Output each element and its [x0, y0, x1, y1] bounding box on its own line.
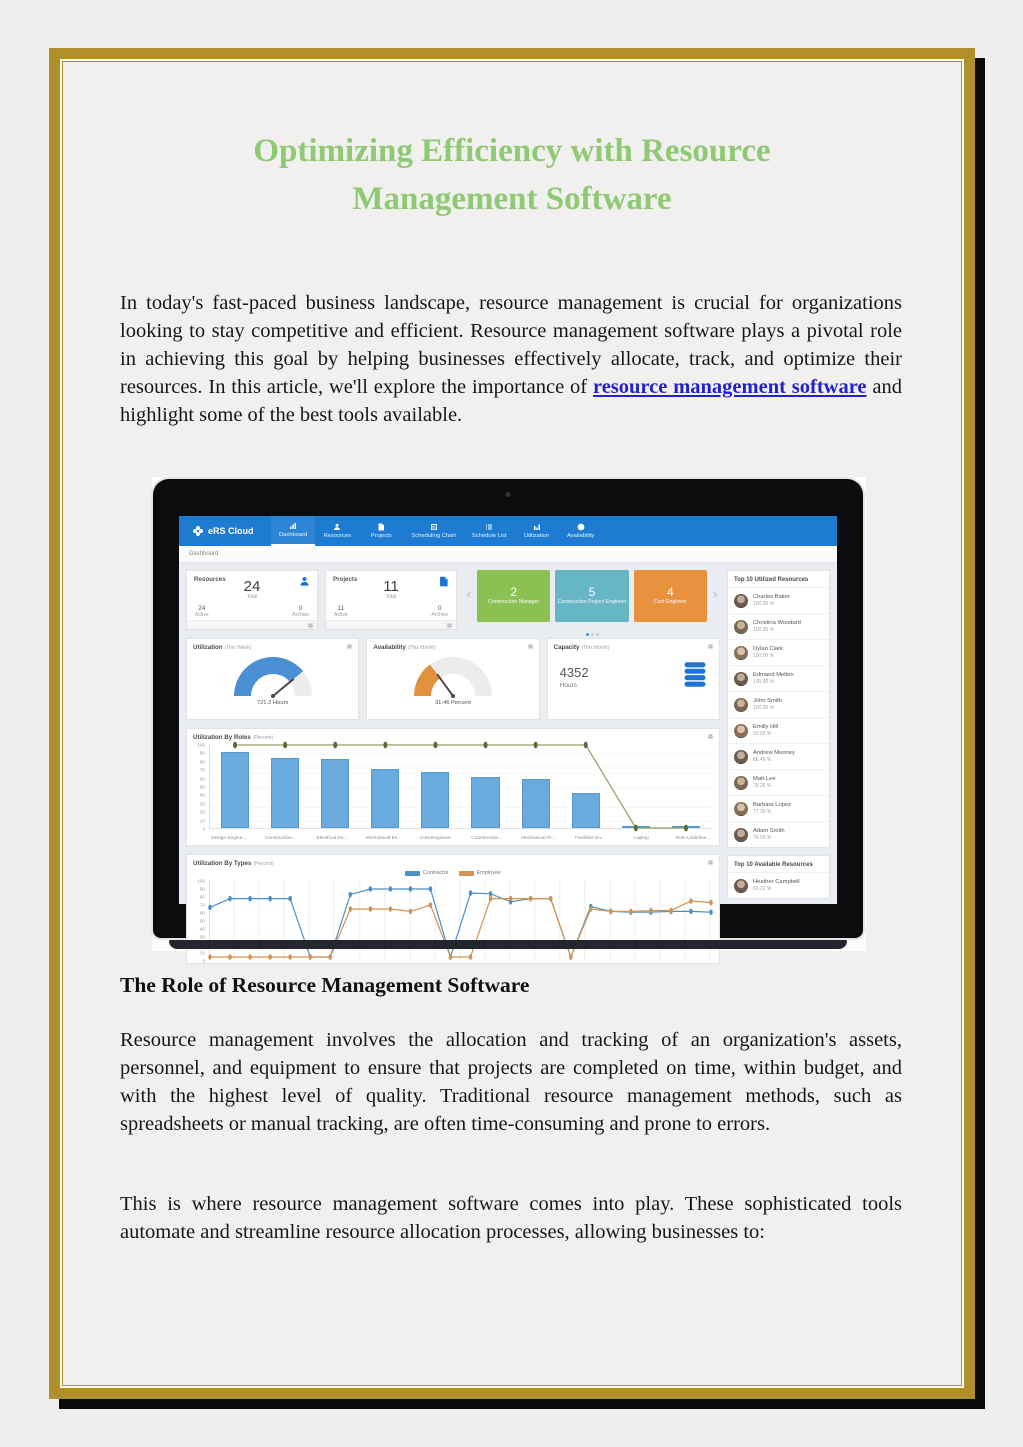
resource-row[interactable] [728, 665, 829, 691]
chart-subtitle: (Percent) [252, 735, 274, 741]
chart-title: Utilization By Roles [193, 734, 251, 741]
resource-percent: 100.00 % [753, 627, 775, 633]
laptop-base [169, 940, 847, 949]
capacity-unit: Hours [559, 682, 577, 689]
avatar [734, 594, 748, 608]
database-icon [683, 661, 707, 689]
laptop-camera [506, 492, 511, 497]
resources-total-caption: Total [246, 594, 258, 600]
resource-row[interactable] [728, 639, 829, 665]
resources-active: 24 [198, 605, 206, 612]
carousel-dot[interactable] [591, 633, 594, 636]
avatar [734, 698, 748, 712]
availability-gauge-panel [366, 638, 539, 720]
panel-period: (This Month) [581, 645, 610, 651]
gear-icon[interactable] [446, 622, 453, 629]
availability-gauge [414, 657, 492, 696]
x-axis-label: Mechanical Pr... [521, 836, 556, 841]
carousel-dots [464, 633, 720, 636]
nav-item-label: Resources [323, 533, 352, 539]
nav-items [271, 516, 603, 546]
resource-info [753, 646, 783, 659]
panel-period: (This Month) [407, 645, 436, 651]
nav-item-schedule-list[interactable] [464, 516, 515, 546]
x-axis-label: Mechanical Es... [365, 836, 402, 841]
avatar [734, 646, 748, 660]
carousel-card[interactable] [477, 570, 550, 622]
capacity-line [210, 745, 711, 828]
gear-icon[interactable] [707, 643, 714, 650]
gear-icon[interactable] [346, 643, 353, 650]
legend-label: Employee [476, 870, 502, 876]
resource-management-software-link[interactable]: resource management software [592, 376, 867, 398]
panel-title: Capacity [553, 644, 580, 651]
legend-swatch [405, 871, 420, 876]
gear-icon[interactable] [707, 859, 714, 866]
avatar [734, 620, 748, 634]
top-utilized-panel [727, 570, 830, 848]
projects-icon [377, 523, 385, 531]
carousel-card-count: 2 [510, 585, 517, 600]
panel-title: Availability [373, 644, 406, 651]
utilization-gauge-panel [186, 638, 359, 720]
projects-active: 11 [337, 605, 345, 612]
nav-item-projects[interactable] [359, 516, 403, 546]
top-utilized-title: Top 10 Utilized Resources [734, 577, 809, 583]
roles-x-axis [203, 836, 719, 841]
resource-percent: 63.22 % [753, 886, 772, 892]
roles-plot [209, 745, 711, 829]
resource-name: Charles Baker [753, 594, 790, 600]
scheduling-chart-icon [430, 523, 438, 531]
x-axis-label: Construction... [471, 836, 503, 841]
chevron-right-icon[interactable]: › [712, 587, 718, 603]
resource-percent: 86.46 % [753, 757, 772, 763]
intro-paragraph [120, 289, 902, 429]
dashboard-icon [289, 522, 297, 530]
top-available-title: Top 10 Available Resources [734, 862, 813, 868]
x-axis-label: Laptop [634, 836, 649, 841]
avatar [734, 802, 748, 816]
nav-item-label: Schedule List [471, 533, 507, 539]
carousel-dot[interactable] [596, 633, 599, 636]
legend-label: Contractor [422, 870, 449, 876]
nav-item-label: Scheduling Chart [411, 533, 456, 539]
breadcrumb-bar [179, 546, 837, 563]
resources-card[interactable] [186, 570, 318, 630]
breadcrumb: Dashboard [189, 551, 219, 557]
resource-name: Emilly Hill [753, 724, 779, 730]
utilization-value: 721.2 Hours [256, 700, 289, 706]
carousel-dot[interactable] [586, 633, 589, 636]
projects-total: 11 [383, 578, 399, 595]
chevron-left-icon[interactable]: ‹ [466, 587, 472, 603]
nav-item-label: Dashboard [279, 532, 308, 538]
resource-info [753, 724, 778, 737]
resource-name: Dylan Clark [753, 646, 783, 652]
projects-card-label: Projects [333, 576, 358, 583]
availability-value: 31.46 Percent [434, 700, 472, 706]
chart-subtitle: (Percent) [253, 861, 274, 867]
utilization-by-roles-panel [186, 728, 720, 846]
brand[interactable] [179, 516, 271, 546]
availability-icon [577, 523, 585, 531]
resource-row[interactable] [728, 691, 829, 717]
avatar [734, 672, 748, 686]
resource-name: John Smith [753, 698, 782, 704]
nav-item-availability[interactable] [559, 516, 603, 546]
x-axis-label: Facilities En... [575, 836, 605, 841]
carousel-card-label: Construction Project Engineer [557, 599, 627, 606]
chart-title: Utilization By Types [193, 860, 252, 867]
gear-icon[interactable] [707, 733, 714, 740]
body-paragraph-2: Resource management involves the allocation and tracking of an organization's assets, personnel, and equipment to ensure that projects are completed on time, within budget, and with the highest level of quality. Traditional resource management methods, such as spreadsheets or manual tracking, are often time-consuming and prone to errors. [120, 1029, 902, 1135]
panel-period: (This Week) [224, 645, 252, 651]
carousel-card-count: 4 [666, 585, 674, 600]
carousel-card-label: Construction Manager [488, 599, 540, 606]
resource-info [753, 776, 776, 789]
carousel-card[interactable] [634, 570, 707, 622]
top-available-panel [727, 855, 830, 899]
section-heading: The Role of Resource Management Software [120, 973, 530, 997]
resource-info [753, 828, 785, 841]
resource-percent: 78.26 % [753, 783, 772, 789]
gear-icon[interactable] [527, 643, 534, 650]
nav-item-label: Projects [370, 533, 392, 539]
ers-cloud-logo-icon [192, 525, 204, 537]
capacity-panel [547, 638, 720, 720]
resources-card-label: Resources [194, 576, 226, 583]
resource-name: Heather Campbell [753, 879, 800, 885]
nav-item-resources[interactable] [315, 516, 359, 546]
types-legend [187, 870, 719, 876]
types-lines [210, 881, 711, 961]
page-frame [49, 48, 975, 1399]
resource-percent: 100.00 % [753, 653, 775, 659]
laptop [153, 479, 863, 964]
projects-archive-caption: Archive [431, 612, 448, 618]
nav-item-utilization[interactable] [515, 516, 559, 546]
types-plot [209, 881, 711, 961]
legend-swatch [459, 871, 474, 876]
resource-name: Edmand Melton [753, 672, 794, 678]
resource-percent: 100.00 % [753, 679, 775, 685]
resource-row[interactable] [728, 587, 829, 613]
resource-name: Christina Woodard [753, 620, 801, 626]
avatar [734, 724, 748, 738]
resource-percent: 93.93 % [753, 731, 772, 737]
resources-card-footer [187, 620, 317, 629]
resource-info [753, 620, 801, 633]
resource-row[interactable] [728, 769, 829, 795]
schedule-list-icon [485, 523, 493, 531]
carousel-card-count: 5 [588, 585, 596, 600]
resource-percent: 76.03 % [753, 835, 772, 841]
screenshot-backdrop [152, 477, 866, 964]
resource-name: Andrew Mooney [753, 750, 795, 756]
resource-name: Barbara Lopez [753, 802, 792, 808]
resource-info [753, 879, 800, 892]
nav-item-label: Utilization [524, 533, 550, 539]
resource-row[interactable] [728, 613, 829, 639]
resource-row[interactable] [728, 872, 829, 898]
page-title: Optimizing Efficiency with Resource Management Software [253, 133, 771, 217]
resources-archive-caption: Archive [292, 612, 309, 618]
legend-item [459, 870, 501, 876]
resource-percent: 77.39 % [753, 809, 772, 815]
x-axis-label: Cost Engineer [419, 836, 451, 841]
capacity-value: 4352 [559, 665, 589, 680]
resource-info [753, 594, 790, 607]
projects-archive: 0 [437, 605, 442, 612]
dashboard-screen [179, 516, 837, 964]
nav-item-scheduling-chart[interactable] [403, 516, 463, 546]
utilization-gauge [234, 657, 312, 696]
x-axis-label: Construction... [264, 836, 296, 841]
resources-icon [333, 523, 341, 531]
resource-name: Adam Smith [753, 828, 785, 834]
resource-percent: 100.00 % [753, 601, 775, 607]
nav-item-dashboard[interactable] [271, 516, 315, 546]
resource-percent: 100.00 % [753, 705, 775, 711]
resource-name: Matt Lee [753, 776, 776, 782]
resource-info [753, 698, 782, 711]
intro-text-after: and highlight some of the best tools available. [120, 376, 902, 426]
resources-active-caption: Active [195, 612, 209, 618]
resources-archive: 0 [298, 605, 303, 612]
resource-info [753, 802, 791, 815]
resource-row[interactable] [728, 717, 829, 743]
projects-card-footer [326, 620, 456, 629]
intro-text-before: In today's fast-paced business landscape, resource management is crucial for organizations looking to stay competitive and efficient. Resource management software plays a pivotal role in achieving this goal by helping businesses effectively allocate, track, and optimize their resources. In this article, we'll explore the importance of [120, 292, 902, 398]
x-axis-label: Design Engine... [211, 836, 247, 841]
role-carousel [464, 570, 720, 630]
resource-row[interactable] [728, 795, 829, 821]
avatar [734, 750, 748, 764]
avatar [734, 776, 748, 790]
resource-info [753, 672, 794, 685]
resource-info [753, 750, 795, 763]
panel-title: Utilization [193, 644, 223, 651]
gear-icon[interactable] [307, 622, 314, 629]
roles-y-axis: 0 10 20 30 40 50 60 70 80 90 100 [197, 742, 205, 832]
types-y-axis: 0 10 30 40 50 60 70 80 90 100 [197, 878, 205, 964]
utilization-icon [533, 523, 541, 531]
x-axis-label: Role Undefine... [675, 836, 711, 841]
carousel-card[interactable] [555, 570, 628, 622]
top-navbar [179, 516, 837, 546]
resources-total: 24 [243, 578, 261, 595]
avatar [734, 828, 748, 842]
x-axis-label: Electrical De... [316, 836, 348, 841]
dashboard-main [179, 563, 837, 964]
carousel-card-label: Cost Engineer [653, 599, 687, 606]
projects-active-caption: Active [334, 612, 348, 618]
nav-item-label: Availability [567, 533, 595, 539]
laptop-bezel [153, 479, 863, 964]
legend-item [405, 870, 449, 876]
resource-row[interactable] [728, 821, 829, 847]
projects-card[interactable] [325, 570, 457, 630]
brand-name: eRS Cloud [208, 526, 254, 536]
projects-total-caption: Total [385, 594, 397, 600]
body-paragraph-3: This is where resource management software comes into play. These sophisticated tools automate and streamline resource allocation processes, allowing businesses to: [120, 1193, 902, 1243]
resource-row[interactable] [728, 743, 829, 769]
avatar [734, 879, 748, 893]
